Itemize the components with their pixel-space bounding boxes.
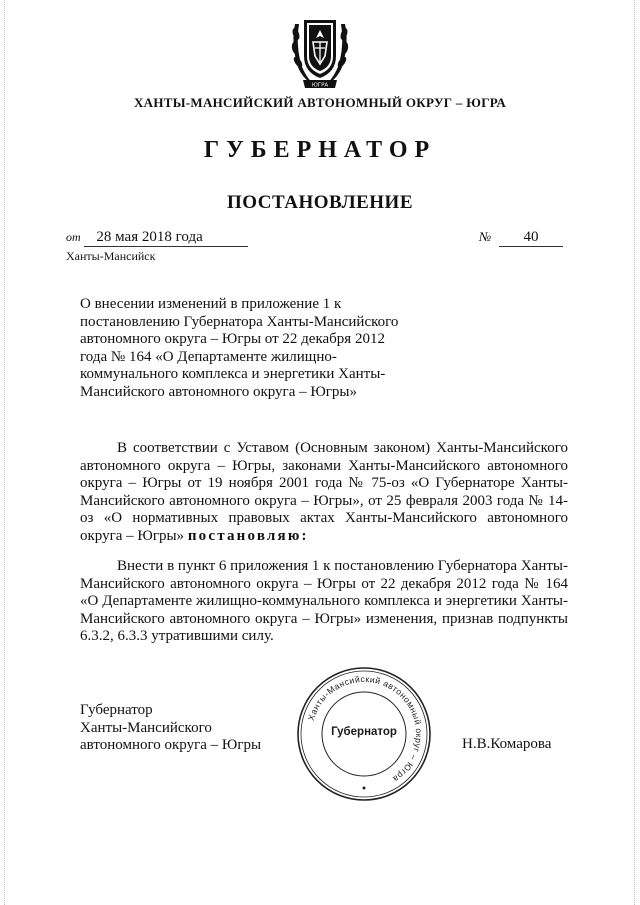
date-prefix: от	[66, 230, 81, 244]
signatory-title	[80, 702, 261, 755]
date-line	[66, 229, 248, 247]
signatory-title-line-3: автономного округа – Югры	[80, 737, 262, 753]
number-sign: №	[479, 229, 492, 244]
operative-paragraph: Внести в пункт 6 приложения 1 к постановлению Губернатора Ханты-Мансийского автономного округа – Югры от 22 декабря 2012 года № 164 «О Департаменте жилищно-коммунального комплекса и энергетики Ханты-Мансийского автономного округа – Югры» изменения, признав подпункты 6.3.2, 6.3.3 утратившими силу.	[80, 558, 568, 644]
coat-of-arms-icon	[289, 12, 351, 92]
document-subject: О внесении изменений в приложение 1 к постановлению Губернатора Ханты-Мансийского автономного округа – Югры от 22 декабря 2012 года № 164 «О Департаменте жилищно-коммунального комплекса и энергетики Ханты-Мансийского автономного округа – Югры»	[80, 296, 399, 400]
preamble-paragraph	[80, 440, 568, 545]
governor-heading: ГУБЕРНАТОР	[203, 137, 437, 163]
stamp-center-label: Губернатор	[331, 726, 397, 738]
emblem-ribbon-text: ЮГРА	[311, 82, 329, 89]
stamp-ring-text: Ханты-Мансийский автономный округ – Югра	[305, 673, 425, 785]
signatory-title-line-1: Губернатор	[80, 702, 153, 718]
signatory-title-line-2: Ханты-Мансийского	[80, 719, 212, 736]
preamble-text: В соответствии с Уставом (Основным законом) Ханты-Мансийского автономного округа – Югры, законами Ханты-Мансийского автономного округа – Югры от 19 ноября 2001 года № 75-оз «О Губернаторе Ханты-Мансийского автономного округа – Югры», от 25 февраля 2003 года № 14-оз «О нормативных правовых актах Ханты-Мансийского автономного округа – Югры»	[80, 440, 568, 544]
signatory-name: Н.В.Комарова	[462, 736, 552, 752]
decree-word: постановляю:	[187, 527, 309, 544]
scan-edge-left	[4, 0, 6, 905]
document-type: ПОСТАНОВЛЕНИЕ	[226, 192, 414, 213]
region-name: ХАНТЫ-МАНСИЙСКИЙ АВТОНОМНЫЙ ОКРУГ – ЮГРА	[133, 95, 507, 110]
scan-edge-right	[634, 0, 636, 905]
document-number: 40	[499, 229, 563, 247]
issue-city: Ханты-Мансийск	[66, 249, 156, 263]
document-date: 28 мая 2018 года	[84, 229, 248, 247]
number-line	[479, 229, 563, 247]
